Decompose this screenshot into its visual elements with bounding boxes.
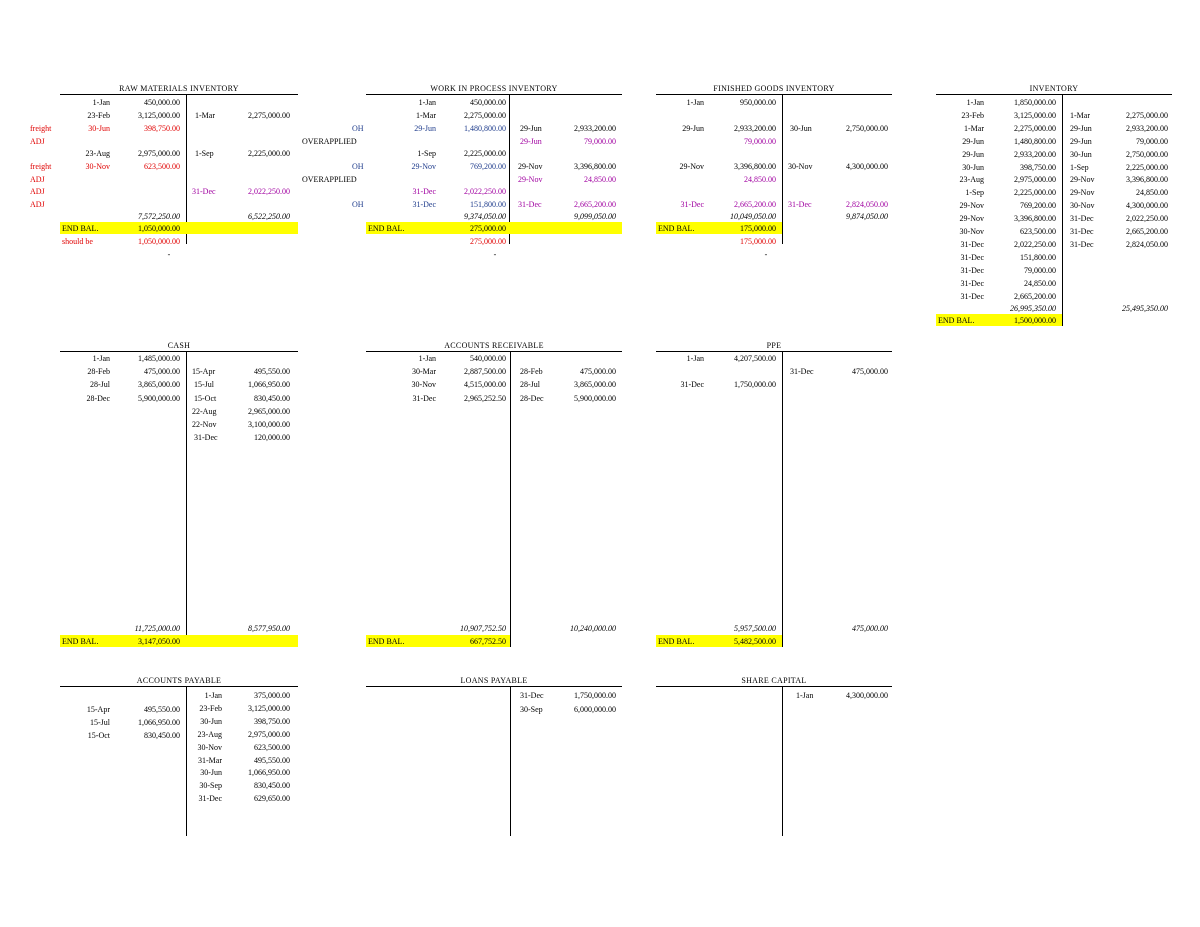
t-divider <box>782 351 783 647</box>
end-balance-label: END BAL. <box>62 224 99 233</box>
debit-amount: 2,933,200.00 <box>734 124 776 133</box>
t-divider <box>510 686 511 836</box>
debit-amount: 1,480,800.00 <box>464 124 506 133</box>
total-debit: 10,049,050.00 <box>730 212 776 221</box>
credit-amount: 1,066,950.00 <box>248 380 290 389</box>
debit-amount: 398,750.00 <box>1020 162 1056 172</box>
credit-amount: 375,000.00 <box>254 691 290 700</box>
t-divider <box>782 94 783 244</box>
end-balance-label: END BAL. <box>62 637 99 646</box>
end-balance-value: 1,050,000.00 <box>138 224 180 233</box>
debit-date: 31-Dec <box>960 278 984 288</box>
debit-amount: 950,000.00 <box>740 98 776 107</box>
debit-date: 30-Nov <box>85 162 110 171</box>
debit-date: 15-Jul <box>90 718 110 727</box>
total-debit: 26,995,350.00 <box>1010 304 1056 313</box>
credit-amount: 495,550.00 <box>254 367 290 376</box>
account-title: LOANS PAYABLE <box>366 676 622 687</box>
end-balance-label: END BAL. <box>938 316 975 325</box>
credit-amount: 1,750,000.00 <box>574 691 616 700</box>
credit-date: 22-Nov <box>192 420 217 429</box>
overapplied-label: OVERAPPLIED <box>302 137 357 146</box>
difference-value: - <box>764 250 768 259</box>
debit-date: 23-Feb <box>87 111 110 120</box>
debit-amount: 24,850.00 <box>744 175 776 184</box>
debit-amount: 2,022,250.00 <box>464 187 506 196</box>
debit-date: 29-Jun <box>962 136 984 146</box>
credit-date: 15-Oct <box>194 394 217 403</box>
total-debit: 9,374,050.00 <box>464 212 506 221</box>
debit-date: 30-Jun <box>88 124 110 133</box>
debit-amount: 2,887,500.00 <box>464 367 506 376</box>
total-credit: 475,000.00 <box>852 624 888 633</box>
should-be-label: should be <box>62 237 93 246</box>
difference-value: - <box>493 250 497 259</box>
debit-date: 29-Jun <box>414 124 436 133</box>
adj-label: ADJ <box>30 187 45 196</box>
end-balance-value: 1,500,000.00 <box>1014 316 1056 325</box>
total-credit: 25,495,350.00 <box>1122 304 1168 313</box>
total-debit: 7,572,250.00 <box>138 212 180 221</box>
debit-amount: 2,275,000.00 <box>464 111 506 120</box>
credit-amount: 2,225,000.00 <box>1126 162 1168 172</box>
oh-label: OH <box>352 124 364 133</box>
debit-date: 31-Dec <box>412 394 436 403</box>
credit-date: 30-Nov <box>197 742 222 752</box>
end-balance-value: 275,000.00 <box>470 224 506 233</box>
credit-amount: 4,300,000.00 <box>846 691 888 700</box>
credit-date: 31-Dec <box>192 187 216 196</box>
credit-date: 30-Jun <box>200 716 222 726</box>
credit-date: 1-Sep <box>1070 162 1089 172</box>
debit-date: 30-Nov <box>959 227 984 236</box>
credit-amount: 830,450.00 <box>254 394 290 403</box>
debit-date: 31-Dec <box>412 200 436 209</box>
credit-date: 30-Jun <box>790 124 812 133</box>
debit-date: 1-Sep <box>417 149 436 158</box>
end-balance-value: 175,000.00 <box>740 224 776 233</box>
adj-label: ADJ <box>30 137 45 146</box>
credit-date: 23-Feb <box>199 703 222 713</box>
account-title: PPE <box>656 341 892 352</box>
credit-date: 1-Sep <box>195 149 214 158</box>
credit-amount: 3,396,800.00 <box>574 162 616 171</box>
debit-amount: 3,396,800.00 <box>1014 214 1056 224</box>
end-balance-label: END BAL. <box>658 637 695 646</box>
debit-amount: 2,275,000.00 <box>1014 123 1056 133</box>
debit-amount: 1,480,800.00 <box>1014 136 1056 146</box>
total-credit: 8,577,950.00 <box>248 624 290 633</box>
debit-date: 1-Jan <box>418 354 436 363</box>
total-credit: 10,240,000.00 <box>570 624 616 633</box>
credit-date: 30-Nov <box>1070 201 1095 211</box>
adj-label: ADJ <box>30 175 45 184</box>
debit-amount: 2,975,000.00 <box>1014 175 1056 185</box>
debit-date: 29-Nov <box>679 162 704 171</box>
credit-amount: 629,650.00 <box>254 794 290 804</box>
credit-amount: 2,275,000.00 <box>248 111 290 120</box>
freight-label: freight <box>30 162 52 171</box>
debit-date: 1-Jan <box>92 354 110 363</box>
t-divider <box>782 686 783 836</box>
credit-amount: 2,225,000.00 <box>248 149 290 158</box>
debit-amount: 2,665,200.00 <box>734 200 776 209</box>
debit-date: 30-Jun <box>962 162 984 172</box>
debit-amount: 475,000.00 <box>144 367 180 376</box>
debit-amount: 398,750.00 <box>144 124 180 133</box>
debit-date: 15-Apr <box>86 705 110 714</box>
credit-date: 1-Jan <box>204 691 222 700</box>
debit-amount: 2,975,000.00 <box>138 149 180 158</box>
adj-label: ADJ <box>30 200 45 209</box>
debit-amount: 2,933,200.00 <box>1014 149 1056 159</box>
credit-date: 23-Aug <box>197 729 222 739</box>
debit-date: 23-Feb <box>961 110 984 120</box>
end-balance-value: 5,482,500.00 <box>734 637 776 646</box>
debit-amount: 830,450.00 <box>144 731 180 740</box>
debit-date: 29-Nov <box>959 214 984 224</box>
credit-amount: 24,850.00 <box>584 175 616 184</box>
credit-date: 28-Jul <box>520 380 540 389</box>
credit-amount: 2,022,250.00 <box>248 187 290 196</box>
credit-date: 30-Jun <box>200 768 222 778</box>
debit-date: 31-Dec <box>960 239 984 249</box>
credit-amount: 4,300,000.00 <box>846 162 888 171</box>
credit-amount: 3,125,000.00 <box>248 703 290 713</box>
credit-date: 31-Dec <box>1070 239 1094 249</box>
debit-amount: 2,022,250.00 <box>1014 239 1056 249</box>
credit-date: 15-Jul <box>194 380 214 389</box>
credit-date: 29-Nov <box>1070 175 1095 185</box>
debit-date: 29-Nov <box>959 201 984 211</box>
debit-date: 1-Jan <box>686 354 704 363</box>
debit-date: 1-Sep <box>965 188 984 198</box>
debit-amount: 2,225,000.00 <box>1014 188 1056 198</box>
end-balance-label: END BAL. <box>658 224 695 233</box>
t-divider <box>186 686 187 836</box>
credit-date: 29-Nov <box>1070 188 1095 198</box>
credit-date: 29-Jun <box>1070 123 1092 133</box>
credit-date: 1-Jan <box>796 691 814 700</box>
credit-amount: 2,750,000.00 <box>1126 149 1168 159</box>
total-debit: 11,725,000.00 <box>134 624 180 633</box>
credit-amount: 2,275,000.00 <box>1126 110 1168 120</box>
credit-date: 29-Jun <box>520 124 542 133</box>
debit-amount: 3,125,000.00 <box>1014 110 1056 120</box>
debit-date: 29-Nov <box>411 162 436 171</box>
debit-date: 1-Mar <box>416 111 436 120</box>
debit-amount: 2,225,000.00 <box>464 149 506 158</box>
debit-amount: 450,000.00 <box>470 98 506 107</box>
credit-amount: 398,750.00 <box>254 716 290 726</box>
credit-amount: 2,022,250.00 <box>1126 214 1168 224</box>
credit-amount: 2,824,050.00 <box>1126 239 1168 249</box>
debit-amount: 1,750,000.00 <box>734 380 776 389</box>
total-credit: 9,874,050.00 <box>846 212 888 221</box>
debit-amount: 3,396,800.00 <box>734 162 776 171</box>
debit-amount: 623,500.00 <box>1020 227 1056 236</box>
debit-amount: 3,865,000.00 <box>138 380 180 389</box>
debit-amount: 2,665,200.00 <box>1014 291 1056 301</box>
credit-amount: 5,900,000.00 <box>574 394 616 403</box>
credit-amount: 623,500.00 <box>254 742 290 752</box>
t-divider <box>186 351 187 647</box>
credit-date: 28-Dec <box>520 394 544 403</box>
credit-amount: 2,750,000.00 <box>846 124 888 133</box>
credit-date: 29-Jun <box>520 137 542 146</box>
freight-label: freight <box>30 124 52 133</box>
credit-date: 22-Aug <box>192 407 217 416</box>
credit-amount: 475,000.00 <box>580 367 616 376</box>
debit-date: 1-Jan <box>686 98 704 107</box>
debit-amount: 769,200.00 <box>1020 201 1056 211</box>
credit-date: 30-Sep <box>520 705 543 714</box>
total-debit: 10,907,752.50 <box>460 624 506 633</box>
credit-date: 31-Dec <box>1070 214 1094 224</box>
debit-amount: 5,900,000.00 <box>138 394 180 403</box>
debit-date: 28-Dec <box>86 394 110 403</box>
debit-date: 30-Mar <box>412 367 436 376</box>
credit-date: 31-Mar <box>198 755 222 765</box>
debit-amount: 769,200.00 <box>470 162 506 171</box>
end-balance-label: END BAL. <box>368 224 405 233</box>
total-debit: 5,957,500.00 <box>734 624 776 633</box>
debit-amount: 79,000.00 <box>744 137 776 146</box>
debit-amount: 540,000.00 <box>470 354 506 363</box>
credit-amount: 120,000.00 <box>254 433 290 442</box>
oh-label: OH <box>352 200 364 209</box>
total-credit: 9,099,050.00 <box>574 212 616 221</box>
credit-date: 29-Nov <box>518 175 543 184</box>
debit-date: 31-Dec <box>960 265 984 275</box>
credit-amount: 79,000.00 <box>1136 136 1168 146</box>
debit-amount: 24,850.00 <box>1024 278 1056 288</box>
debit-amount: 3,125,000.00 <box>138 111 180 120</box>
credit-date: 31-Dec <box>520 691 544 700</box>
credit-amount: 830,450.00 <box>254 781 290 791</box>
debit-date: 30-Nov <box>411 380 436 389</box>
credit-date: 30-Nov <box>788 162 813 171</box>
debit-date: 1-Jan <box>92 98 110 107</box>
debit-date: 28-Feb <box>87 367 110 376</box>
debit-date: 15-Oct <box>87 731 110 740</box>
credit-date: 15-Apr <box>192 367 216 376</box>
debit-amount: 495,550.00 <box>144 705 180 714</box>
t-divider <box>1062 94 1063 326</box>
should-be-value: 1,050,000.00 <box>138 237 180 246</box>
debit-amount: 4,207,500.00 <box>734 354 776 363</box>
credit-amount: 2,965,000.00 <box>248 407 290 416</box>
account-title: INVENTORY <box>936 84 1172 95</box>
total-credit: 6,522,250.00 <box>248 212 290 221</box>
debit-date: 31-Dec <box>680 380 704 389</box>
overapplied-label: OVERAPPLIED <box>302 175 357 184</box>
credit-amount: 3,100,000.00 <box>248 420 290 429</box>
oh-label: OH <box>352 162 364 171</box>
debit-amount: 450,000.00 <box>144 98 180 107</box>
credit-amount: 6,000,000.00 <box>574 705 616 714</box>
debit-date: 29-Jun <box>682 124 704 133</box>
account-title: RAW MATERIALS INVENTORY <box>60 84 298 95</box>
credit-amount: 3,865,000.00 <box>574 380 616 389</box>
credit-amount: 2,665,200.00 <box>574 200 616 209</box>
account-title: CASH <box>60 341 298 352</box>
debit-date: 31-Dec <box>960 291 984 301</box>
debit-date: 1-Mar <box>964 123 984 133</box>
credit-amount: 2,933,200.00 <box>574 124 616 133</box>
credit-date: 29-Jun <box>1070 136 1092 146</box>
credit-amount: 2,975,000.00 <box>248 729 290 739</box>
debit-amount: 623,500.00 <box>144 162 180 171</box>
credit-amount: 2,933,200.00 <box>1126 123 1168 133</box>
end-balance-value: 3,147,050.00 <box>138 637 180 646</box>
account-title: SHARE CAPITAL <box>656 676 892 687</box>
debit-amount: 4,515,000.00 <box>464 380 506 389</box>
debit-amount: 151,800.00 <box>1020 252 1056 262</box>
credit-date: 31-Dec <box>198 794 222 804</box>
debit-date: 31-Dec <box>960 252 984 262</box>
credit-date: 28-Feb <box>520 367 543 376</box>
account-title: FINISHED GOODS INVENTORY <box>656 84 892 95</box>
debit-date: 1-Jan <box>966 98 984 107</box>
credit-date: 30-Jun <box>1070 149 1092 159</box>
credit-amount: 475,000.00 <box>852 367 888 376</box>
account-title: ACCOUNTS RECEIVABLE <box>366 341 622 352</box>
debit-date: 31-Dec <box>680 200 704 209</box>
credit-amount: 495,550.00 <box>254 755 290 765</box>
credit-date: 31-Dec <box>1070 227 1094 236</box>
credit-date: 29-Nov <box>518 162 543 171</box>
account-title: ACCOUNTS PAYABLE <box>60 676 298 687</box>
credit-date: 31-Dec <box>194 433 218 442</box>
debit-date: 28-Jul <box>90 380 110 389</box>
credit-amount: 2,665,200.00 <box>1126 227 1168 236</box>
account-title: WORK IN PROCESS INVENTORY <box>366 84 622 95</box>
end-balance-value: 667,752.50 <box>470 637 506 646</box>
debit-amount: 1,485,000.00 <box>138 354 180 363</box>
debit-date: 1-Jan <box>418 98 436 107</box>
credit-amount: 1,066,950.00 <box>248 768 290 778</box>
credit-amount: 2,824,050.00 <box>846 200 888 209</box>
should-be-value: 175,000.00 <box>740 237 776 246</box>
debit-amount: 2,965,252.50 <box>464 394 506 403</box>
credit-amount: 3,396,800.00 <box>1126 175 1168 185</box>
credit-amount: 4,300,000.00 <box>1126 201 1168 211</box>
should-be-value: 275,000.00 <box>470 237 506 246</box>
difference-value: - <box>167 250 171 259</box>
debit-date: 29-Jun <box>962 149 984 159</box>
credit-date: 30-Sep <box>199 781 222 791</box>
credit-amount: 24,850.00 <box>1136 188 1168 198</box>
credit-date: 31-Dec <box>518 200 542 209</box>
debit-date: 31-Dec <box>412 187 436 196</box>
debit-date: 23-Aug <box>85 149 110 158</box>
credit-date: 31-Dec <box>790 367 814 376</box>
debit-date: 23-Aug <box>959 175 984 185</box>
t-divider <box>510 351 511 647</box>
credit-amount: 79,000.00 <box>584 137 616 146</box>
credit-date: 1-Mar <box>1070 110 1090 120</box>
debit-amount: 151,800.00 <box>470 200 506 209</box>
credit-date: 1-Mar <box>195 111 215 120</box>
credit-date: 31-Dec <box>788 200 812 209</box>
debit-amount: 1,850,000.00 <box>1014 98 1056 107</box>
debit-amount: 79,000.00 <box>1024 265 1056 275</box>
end-balance-label: END BAL. <box>368 637 405 646</box>
debit-amount: 1,066,950.00 <box>138 718 180 727</box>
